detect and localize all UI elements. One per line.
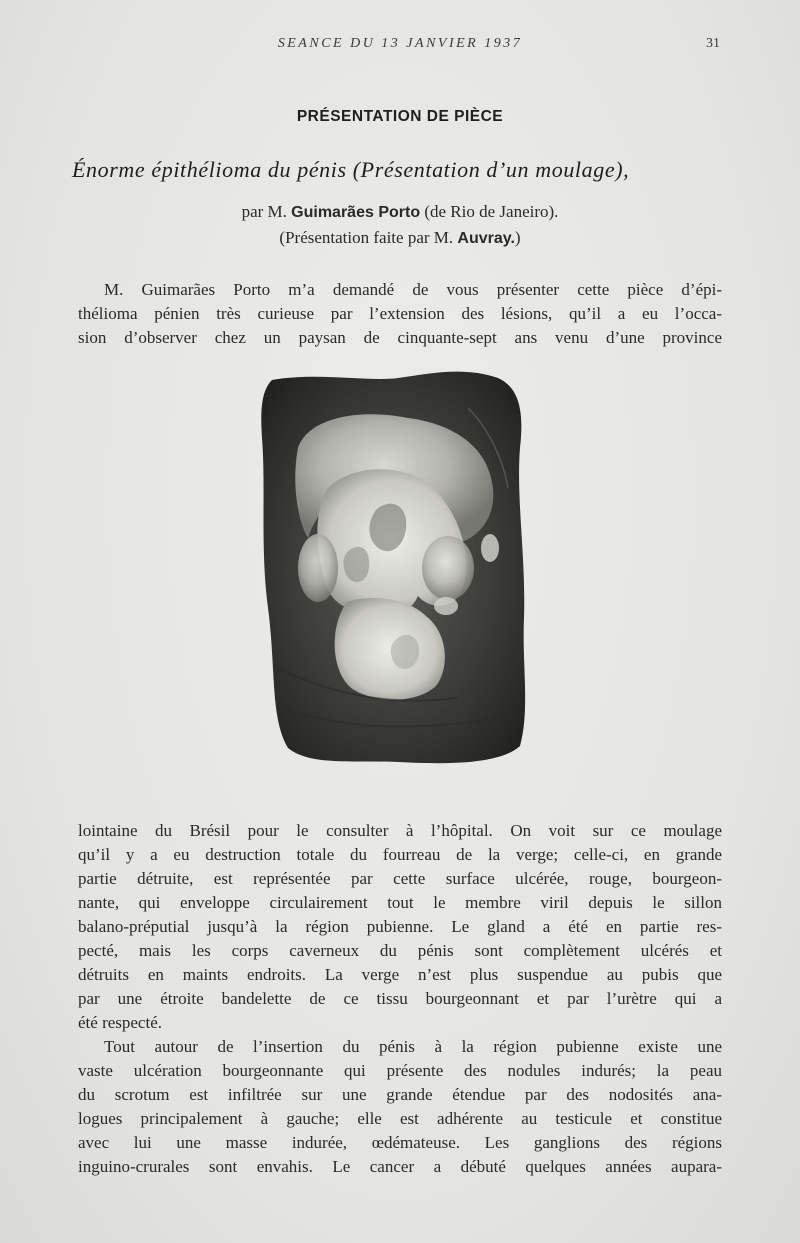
presenter-name: Auvray. [457, 230, 515, 247]
moulage-photograph [258, 368, 530, 768]
byline-presenter [0, 228, 800, 248]
article-title: Énorme épithélioma du pénis (Présentation d’un moulage), [72, 157, 630, 182]
body-text-line: qu’il y a eu destruction totale du fourreau de la verge; celle-ci, en grande [78, 845, 722, 864]
running-head [0, 36, 800, 56]
body-text-line: du scrotum est infiltrée sur une grande étendue par des nodosités ana- [78, 1085, 722, 1104]
body-text-line: M. Guimarães Porto m’a demandé de vous présenter cette pièce d’épi- [104, 280, 722, 299]
page-number: 31 [706, 36, 720, 51]
byline-prefix: par M. [241, 202, 287, 221]
byline-author [0, 202, 800, 222]
presenter-suffix: ) [514, 228, 521, 247]
body-text-line: logues principalement à gauche; elle est adhérente au testicule et constitue [78, 1109, 722, 1128]
moulage-nodule-right [422, 536, 474, 600]
body-text-line: partie détruite, est représentée par cette surface ulcérée, rouge, bourgeon- [78, 869, 722, 888]
body-text-line: pecté, mais les corps caverneux du pénis sont complètement ulcérés et [78, 941, 722, 960]
moulage-photograph-image [258, 368, 530, 768]
body-text-line: thélioma pénien très curieuse par l’extension des lésions, qu’il a eu l’occa- [78, 304, 722, 323]
section-heading: PRÉSENTATION DE PIÈCE [296, 108, 504, 125]
presenter-prefix: (Présentation faite par M. [279, 228, 454, 247]
body-text-line: vaste ulcération bourgeonnante qui présente des nodules indurés; la peau [78, 1061, 722, 1080]
moulage-nodule-small [434, 597, 458, 615]
moulage-nodule-small [481, 534, 499, 562]
body-text-line: nante, qui enveloppe circulairement tout le membre viril depuis le sillon [78, 893, 722, 912]
body-text-line: été respecté. [78, 1013, 162, 1032]
body-text-line: Tout autour de l’insertion du pénis à la région pubienne existe une [104, 1037, 722, 1056]
author-name: Guimarães Porto [291, 204, 421, 221]
running-head-title: SEANCE DU 13 JANVIER 1937 [277, 36, 523, 51]
body-text-line: sion d’observer chez un paysan de cinquante-sept ans venu d’une province [78, 328, 722, 347]
body-text-line: inguino-crurales sont envahis. Le cancer a débuté quelques années aupara- [78, 1157, 722, 1176]
body-text-line: balano-préputial jusqu’à la région pubienne. Le gland a été en partie res- [78, 917, 722, 936]
moulage-nodule-left [298, 534, 338, 602]
body-text-line: lointaine du Brésil pour le consulter à l’hôpital. On voit sur ce moulage [78, 821, 722, 840]
body-text-line: par une étroite bandelette de ce tissu bourgeonnant et par l’urètre qui a [78, 989, 722, 1008]
body-text-line: avec lui une masse indurée, œdémateuse. Les ganglions des régions [78, 1133, 722, 1152]
author-origin: (de Rio de Janeiro). [424, 202, 559, 221]
body-text-line: détruits en maints endroits. La verge n’est plus suspendue au pubis que [78, 965, 722, 984]
